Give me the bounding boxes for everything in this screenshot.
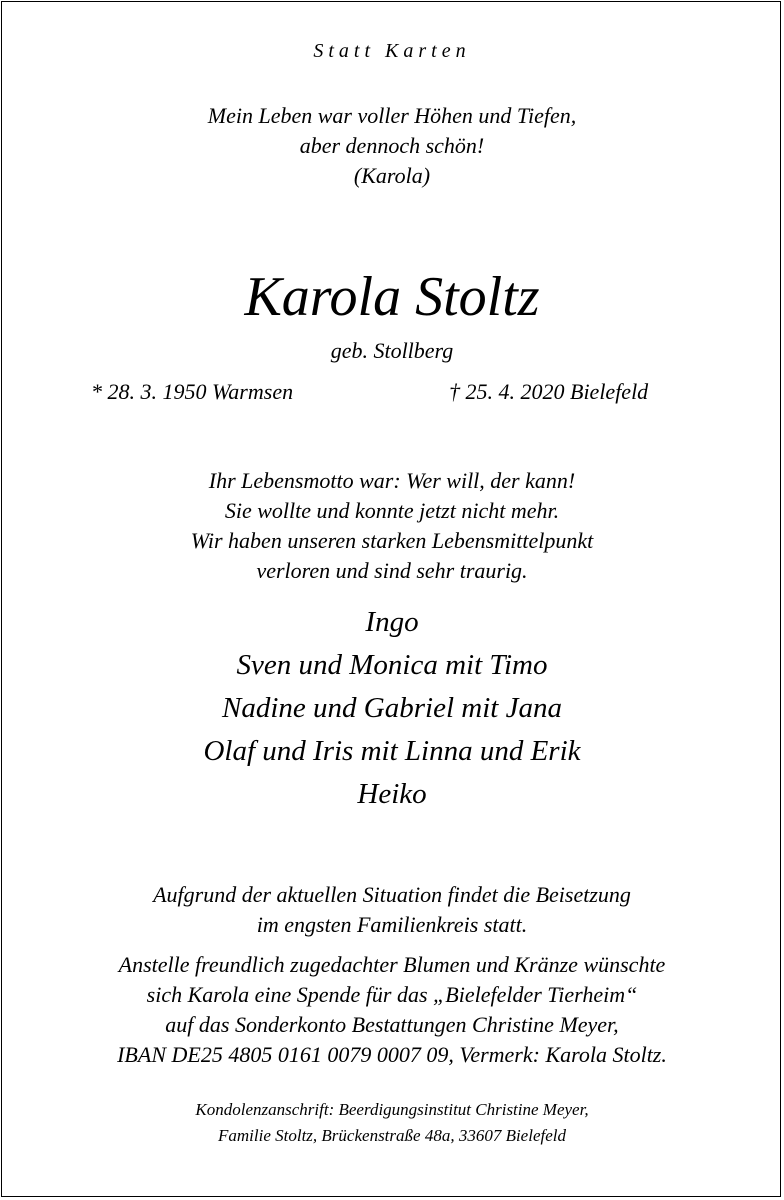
family-member-2: Sven und Monica mit Timo — [236, 649, 548, 681]
donation-line-2: sich Karola eine Spende für das „Bielefelder Tierheim“ — [146, 982, 638, 1007]
motto-line-1: Mein Leben war voller Höhen und Tiefen, — [207, 103, 577, 128]
motto-line-2: aber dennoch schön! — [299, 133, 485, 158]
donation-line-3: auf das Sonderkonto Bestattungen Christine Meyer, — [165, 1012, 619, 1037]
header-statt-karten: Statt Karten — [313, 40, 471, 62]
deceased-name: Karola Stoltz — [244, 266, 540, 328]
tribute-line-2: Sie wollte und konnte jetzt nicht mehr. — [224, 498, 560, 523]
tribute-line-4: verloren und sind sehr traurig. — [256, 558, 528, 583]
donation-line-4: IBAN DE25 4805 0161 0079 0007 09, Vermerk: Karola Stoltz. — [117, 1042, 667, 1067]
family-member-4: Olaf und Iris mit Linna und Erik — [203, 735, 581, 767]
family-member-1: Ingo — [365, 606, 419, 638]
motto-line-3: (Karola) — [353, 163, 431, 188]
funeral-line-2: im engsten Familienkreis statt. — [256, 912, 528, 937]
condolence-line-1: Kondolenzanschrift: Beerdigungsinstitut Christine Meyer, — [195, 1100, 589, 1119]
birth-date: * 28. 3. 1950 Warmsen — [91, 379, 294, 404]
tribute-line-3: Wir haben unseren starken Lebensmittelpunkt — [190, 528, 594, 553]
condolence-line-2: Familie Stoltz, Brückenstraße 48a, 33607 Bielefeld — [218, 1126, 566, 1145]
funeral-line-1: Aufgrund der aktuellen Situation findet die Beisetzung — [153, 882, 631, 907]
death-date: † 25. 4. 2020 Bielefeld — [449, 379, 649, 404]
family-member-3: Nadine und Gabriel mit Jana — [222, 692, 562, 724]
maiden-name: geb. Stollberg — [330, 338, 454, 363]
family-member-5: Heiko — [357, 778, 427, 810]
tribute-line-1: Ihr Lebensmotto war: Wer will, der kann! — [208, 468, 576, 493]
donation-line-1: Anstelle freundlich zugedachter Blumen und Kränze wünschte — [118, 952, 666, 977]
